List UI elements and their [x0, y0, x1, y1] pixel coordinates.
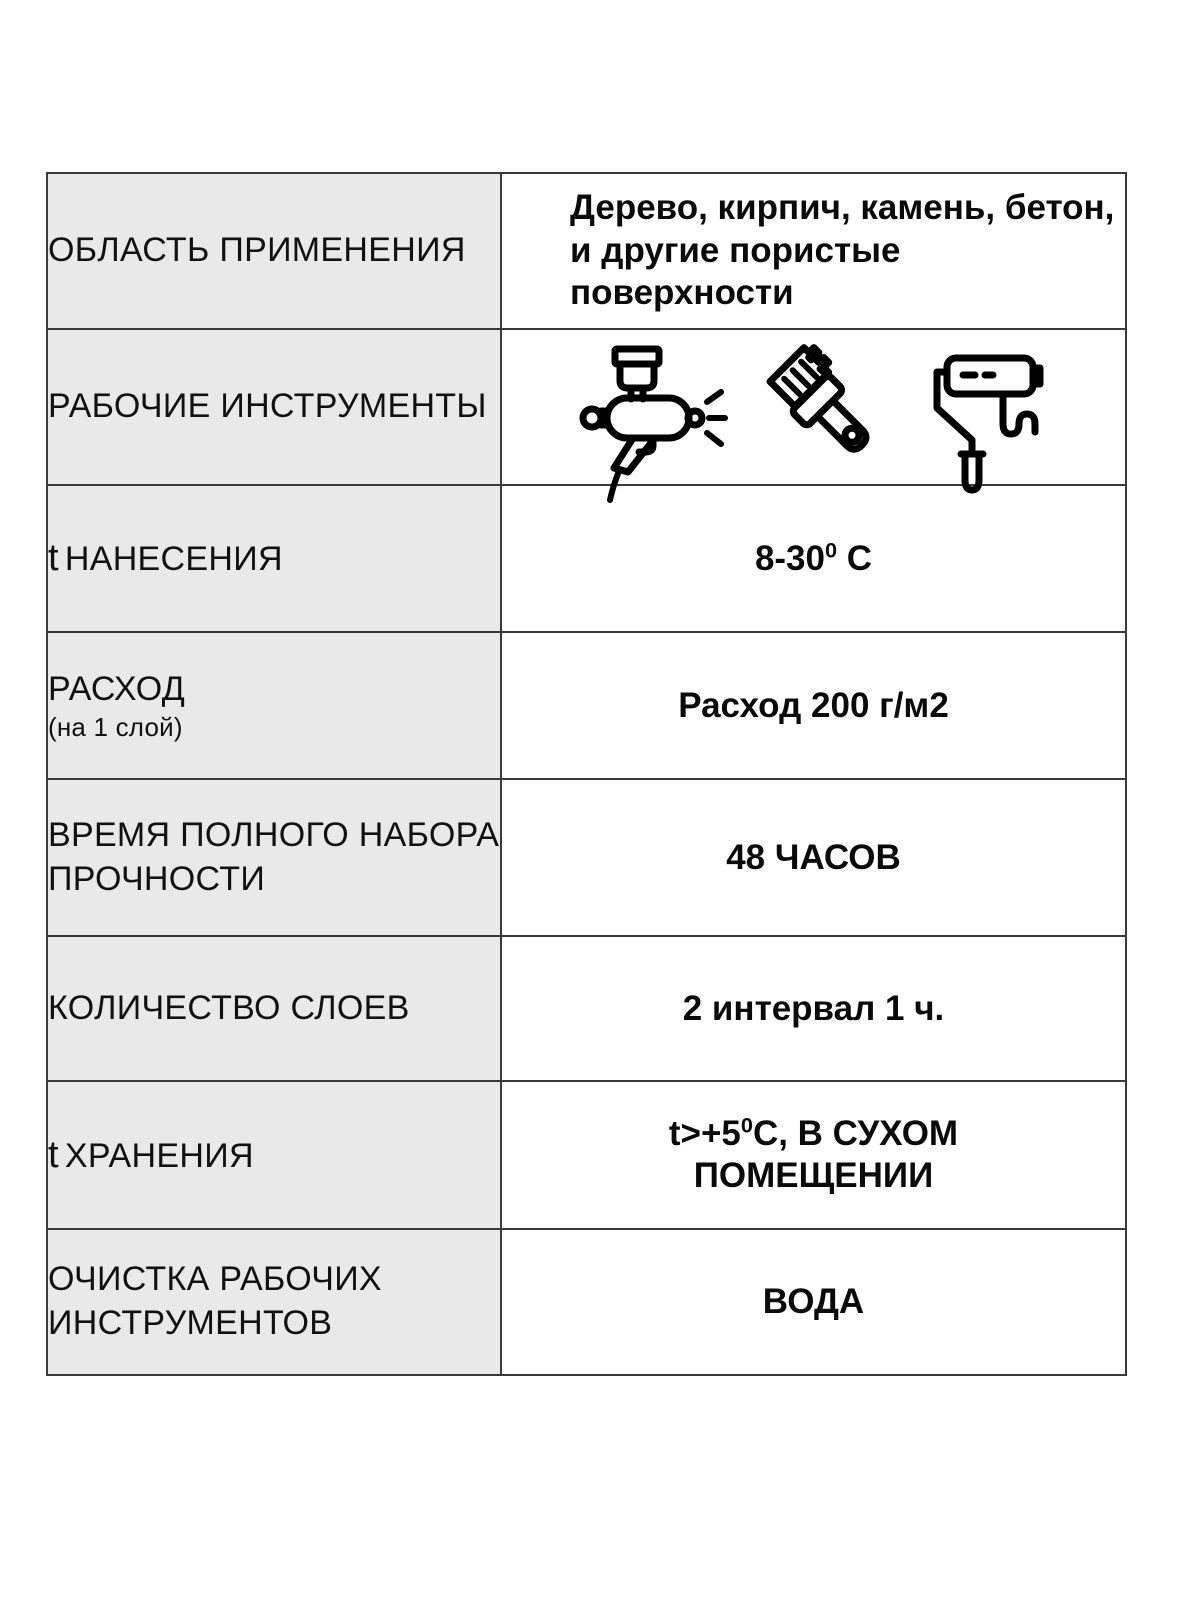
row-label-full-cure-time: ВРЕМЯ ПОЛНОГО НАБОРА ПРОЧНОСТИ [47, 779, 501, 936]
row-label-application-temperature [47, 485, 501, 632]
table-row [47, 1081, 1126, 1229]
table-row [47, 1229, 1126, 1375]
row-label-number-of-layers: КОЛИЧЕСТВО СЛОЕВ [47, 936, 501, 1081]
storage-condition-line2: ПОМЕЩЕНИИ [693, 1156, 934, 1195]
specification-table [46, 172, 1127, 1376]
row-label-subtext: (на 1 слой) [48, 712, 183, 743]
storage-condition: C, В СУХОМ [752, 1114, 959, 1153]
row-label-text: ХРАНЕНИЯ [64, 1136, 254, 1175]
row-label-text: РАСХОД [48, 669, 186, 708]
paint-brush-icon [765, 344, 891, 470]
row-value-number-of-layers: 2 интервал 1 ч. [501, 936, 1126, 1081]
row-label-working-tools: РАБОЧИЕ ИНСТРУМЕНТЫ [47, 329, 501, 485]
temperature-symbol: t [48, 537, 59, 580]
row-value-tool-cleaning: ВОДА [501, 1229, 1126, 1375]
spray-gun-icon [571, 340, 731, 475]
table-row [47, 173, 1126, 329]
storage-temperature-value: t>+5 [668, 1114, 741, 1153]
row-value-full-cure-time: 48 ЧАСОВ [501, 779, 1126, 936]
table-row [47, 779, 1126, 936]
temperature-symbol: t [48, 1133, 59, 1176]
row-label-consumption [47, 632, 501, 779]
table-row [47, 632, 1126, 779]
table-row [47, 936, 1126, 1081]
row-value-consumption: Расход 200 г/м2 [501, 632, 1126, 779]
row-label-text: НАНЕСЕНИЯ [64, 540, 283, 579]
row-value-storage-temperature [501, 1081, 1126, 1229]
row-value-application-temperature [501, 485, 1126, 632]
row-label-storage-temperature [47, 1081, 501, 1229]
degree-symbol: 0 [825, 536, 838, 562]
tool-icon-group [502, 332, 1125, 482]
table-row [47, 485, 1126, 632]
degree-symbol: 0 [740, 1112, 753, 1138]
row-label-tool-cleaning: ОЧИСТКА РАБОЧИХ ИНСТРУМЕНТОВ [47, 1229, 501, 1375]
row-value-application-area: Дерево, кирпич, камень, бетон, и другие пористые поверхности [501, 173, 1126, 329]
paint-roller-icon [925, 346, 1057, 496]
temperature-unit: C [837, 538, 873, 578]
row-value-working-tools [501, 329, 1126, 485]
table-row [47, 329, 1126, 485]
temperature-range: 8-30 [754, 538, 825, 578]
row-label-application-area: ОБЛАСТЬ ПРИМЕНЕНИЯ [47, 173, 501, 329]
